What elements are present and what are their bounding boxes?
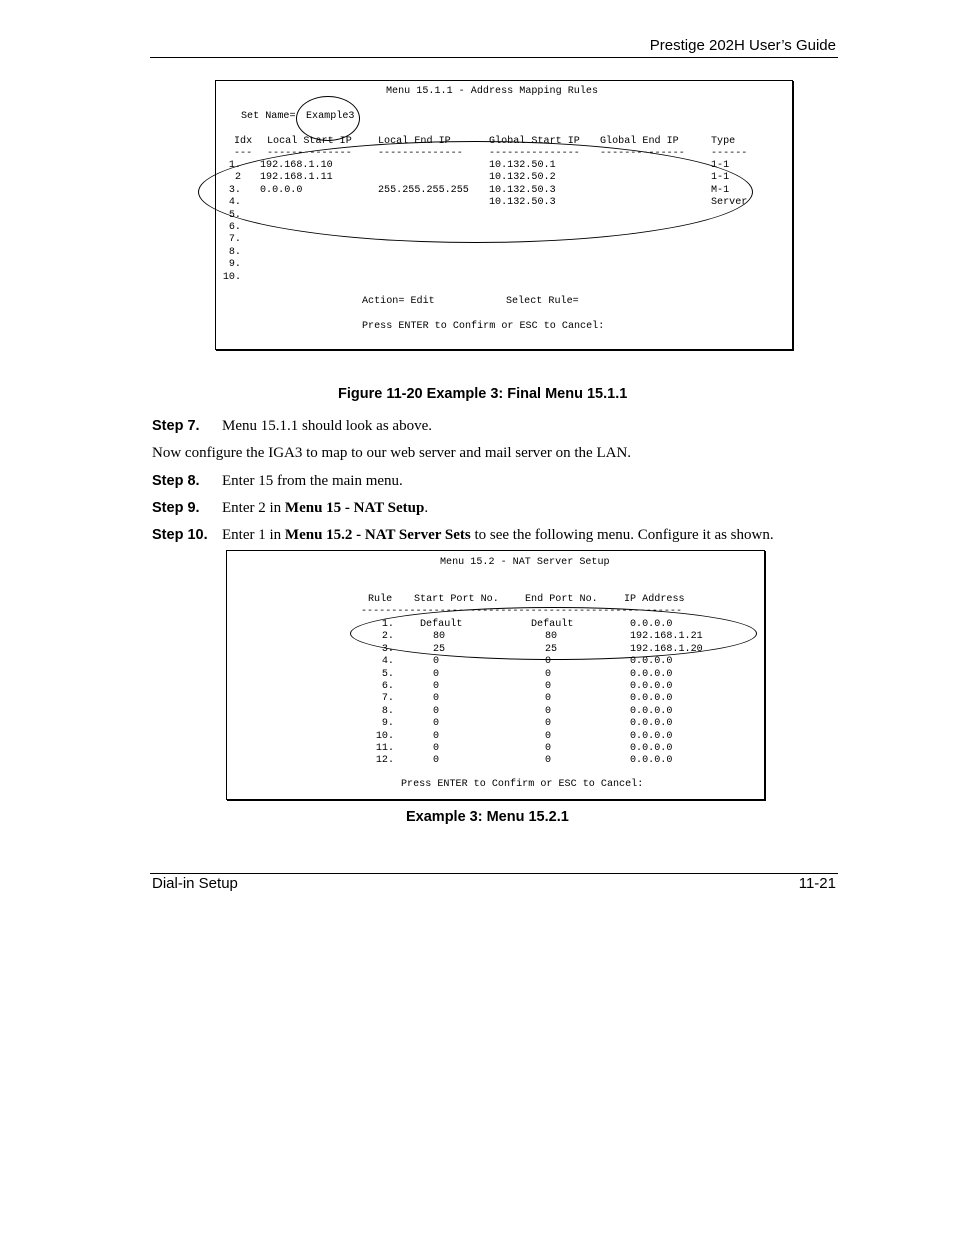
ip-address: 0.0.0.0: [630, 755, 673, 767]
global-start-ip: 10.132.50.3: [489, 197, 556, 209]
row-index: 9.: [228, 259, 241, 271]
end-port: 0: [545, 681, 552, 692]
mapping-type: 1-1: [711, 160, 730, 171]
rule-number: 6.: [381, 681, 394, 692]
row-index: 6.: [228, 222, 241, 233]
row-index: 4.: [228, 197, 241, 209]
column-header: Idx: [234, 136, 253, 147]
ip-address: 0.0.0.0: [630, 693, 673, 705]
figure-2-caption: Example 3: Menu 15.2.1: [406, 809, 569, 825]
local-start-ip: 0.0.0.0: [260, 184, 303, 196]
step-9-label: Step 9.: [152, 500, 200, 516]
local-end-ip: 255.255.255.255: [378, 184, 469, 196]
column-header: End Port No.: [525, 594, 598, 605]
set-name-highlight-ellipse: [296, 96, 360, 141]
confirm-prompt: Press ENTER to Confirm or ESC to Cancel:: [401, 779, 644, 790]
row-index: 8.: [228, 246, 241, 258]
column-divider: ------: [711, 148, 748, 159]
step-9-text: Enter 2 in Menu 15 - NAT Setup.: [222, 500, 429, 516]
end-port: 25: [545, 643, 558, 655]
footer-page-number: 11-21: [798, 875, 836, 892]
start-port: 0: [433, 730, 440, 742]
step-10-text: Enter 1 in Menu 15.2 - NAT Server Sets to see the following menu. Configure it as shown.: [222, 527, 774, 543]
step-7-label: Step 7.: [152, 418, 200, 434]
start-port: 0: [433, 718, 440, 730]
column-divider: --------------: [267, 148, 352, 159]
set-name-value: Example3: [306, 111, 355, 122]
end-port: 0: [545, 693, 552, 705]
column-header: Rule: [368, 594, 393, 605]
ip-address: 0.0.0.0: [630, 705, 673, 717]
end-port: 0: [545, 730, 552, 742]
end-port: 0: [545, 755, 552, 767]
start-port: 0: [433, 681, 440, 692]
start-port: 0: [433, 755, 440, 767]
column-header: IP Address: [624, 594, 685, 605]
end-port: 0: [545, 743, 552, 754]
column-header: Local End IP: [378, 136, 451, 147]
mapping-type: Server: [711, 197, 748, 209]
column-divider: ---: [234, 148, 253, 159]
rules-highlight-ellipse: [198, 141, 753, 243]
start-port: Default: [420, 619, 463, 630]
end-port: Default: [531, 619, 574, 630]
header-divider: [150, 57, 838, 58]
rule-number: 1.: [381, 619, 394, 630]
column-divider: --------------: [600, 148, 685, 159]
ip-address: 0.0.0.0: [630, 730, 673, 742]
row-index: 5.: [228, 209, 241, 221]
row-index: 3.: [228, 184, 241, 196]
page-header-title: Prestige 202H User’s Guide: [649, 37, 836, 54]
column-divider: --------------: [378, 148, 463, 159]
menu-title: Menu 15.1.1 - Address Mapping Rules: [386, 86, 599, 97]
rule-number: 7.: [381, 693, 394, 705]
rule-number: 11.: [375, 743, 394, 754]
step-8-label: Step 8.: [152, 473, 200, 489]
ip-address: 0.0.0.0: [630, 656, 673, 668]
end-port: 80: [545, 631, 558, 643]
mapping-type: 1-1: [711, 172, 730, 184]
column-divider: -----------------------------------------------------: [361, 606, 683, 617]
rule-number: 3.: [381, 643, 394, 655]
ip-address: 192.168.1.20: [630, 643, 703, 655]
rules-highlight-ellipse: [350, 607, 757, 660]
start-port: 0: [433, 693, 440, 705]
rule-number: 5.: [381, 668, 394, 680]
step-8-text: Enter 15 from the main menu.: [222, 473, 403, 489]
global-start-ip: 10.132.50.1: [489, 160, 556, 171]
end-port: 0: [545, 718, 552, 730]
action-field: Action= Edit: [362, 296, 435, 307]
menu-15-2-nat-server-sets-ref: Menu 15.2 - NAT Server Sets: [284, 527, 471, 543]
column-divider: ---------------: [489, 148, 580, 159]
rule-number: 10.: [375, 730, 394, 742]
menu-15-2-screen: [226, 550, 765, 800]
start-port: 0: [433, 668, 440, 680]
start-port: 80: [433, 631, 446, 643]
column-header: Start Port No.: [414, 594, 499, 605]
rule-number: 9.: [381, 718, 394, 730]
ip-address: 0.0.0.0: [630, 668, 673, 680]
mapping-type: M-1: [711, 184, 730, 196]
start-port: 0: [433, 656, 440, 668]
global-start-ip: 10.132.50.3: [489, 184, 556, 196]
step-10-label: Step 10.: [152, 527, 208, 543]
column-header: Global End IP: [600, 136, 679, 147]
row-index: 7.: [228, 234, 241, 246]
end-port: 0: [545, 668, 552, 680]
ip-address: 0.0.0.0: [630, 743, 673, 754]
column-header: Local Start IP: [267, 136, 352, 147]
start-port: 0: [433, 743, 440, 754]
ip-address: 0.0.0.0: [630, 681, 673, 692]
menu-title: Menu 15.2 - NAT Server Setup: [440, 557, 610, 568]
column-header: Global Start IP: [489, 136, 580, 147]
column-header: Type: [711, 136, 736, 147]
ip-address: 0.0.0.0: [630, 718, 673, 730]
instruction-paragraph: Now configure the IGA3 to map to our web server and mail server on the LAN.: [152, 445, 632, 461]
footer-divider: [150, 873, 838, 874]
menu-15-nat-setup-ref: Menu 15 - NAT Setup: [284, 500, 425, 516]
set-name-label: Set Name=: [241, 111, 296, 122]
confirm-prompt: Press ENTER to Confirm or ESC to Cancel:: [362, 321, 605, 332]
end-port: 0: [545, 656, 552, 668]
rule-number: 12.: [375, 755, 394, 767]
row-index: 2: [234, 172, 241, 184]
rule-number: 4.: [381, 656, 394, 668]
end-port: 0: [545, 705, 552, 717]
row-index: 1.: [228, 160, 241, 171]
footer-section: Dial-in Setup: [152, 875, 238, 892]
step-7-text: Menu 15.1.1 should look as above.: [222, 418, 432, 434]
start-port: 0: [433, 705, 440, 717]
figure-1-caption: Figure 11-20 Example 3: Final Menu 15.1.1: [338, 386, 628, 402]
ip-address: 192.168.1.21: [630, 631, 703, 643]
menu-15-1-1-screen: [215, 80, 793, 350]
global-start-ip: 10.132.50.2: [489, 172, 556, 184]
ip-address: 0.0.0.0: [630, 619, 673, 630]
rule-number: 8.: [381, 705, 394, 717]
rule-number: 2.: [381, 631, 394, 643]
select-rule-field: Select Rule=: [506, 296, 579, 307]
start-port: 25: [433, 643, 446, 655]
local-start-ip: 192.168.1.10: [260, 160, 333, 171]
row-index: 10.: [222, 271, 241, 283]
local-start-ip: 192.168.1.11: [260, 172, 333, 184]
